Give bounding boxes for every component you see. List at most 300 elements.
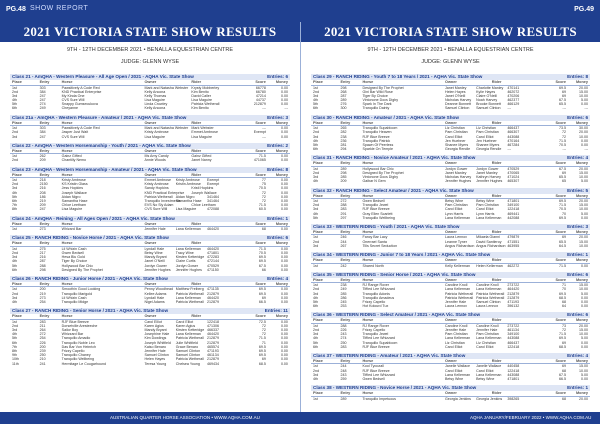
result-cell: 273 xyxy=(39,295,46,300)
result-cell: 70 xyxy=(561,287,566,292)
column-header: Score xyxy=(255,281,266,286)
column-header: Score xyxy=(255,80,266,84)
result-cell: Lil Whizin Cash xyxy=(61,295,87,300)
result-row xyxy=(311,179,590,183)
result-cell: Kristin Ambrose xyxy=(175,182,201,187)
result-cell: 285 xyxy=(340,175,347,180)
result-cell: 3rd xyxy=(313,207,319,212)
result-cell: 15.00 xyxy=(578,328,588,332)
result-cell: 66 xyxy=(261,267,266,272)
result-cell: Tiffied Lee Whizzard xyxy=(362,287,396,292)
result-cell: 20.00 xyxy=(578,85,588,90)
result-cell: Georgia Rendle xyxy=(445,147,471,152)
column-header: Owner xyxy=(445,318,457,323)
column-header: Entry xyxy=(39,241,50,246)
result-cell: 298 xyxy=(39,267,46,272)
result-cell: --- xyxy=(507,147,511,152)
column-header: Horse xyxy=(362,318,374,323)
result-row xyxy=(311,216,590,220)
result-cell: 69.5 xyxy=(258,291,266,296)
result-cell: 10.00 xyxy=(578,243,588,248)
result-cell: 0.00 xyxy=(580,377,588,381)
column-header: Money xyxy=(575,229,588,234)
column-header: Score xyxy=(555,358,566,363)
column-header: Rider xyxy=(191,241,202,246)
result-cell: 1st xyxy=(12,319,17,324)
result-cell: 469434 xyxy=(207,361,219,366)
result-cell: 2nd xyxy=(12,158,18,163)
result-cell: 1st xyxy=(313,126,318,131)
column-header: Money xyxy=(575,318,588,323)
column-header: Place xyxy=(313,161,323,166)
result-cell: 68 xyxy=(261,227,266,232)
result-cell: 264 xyxy=(39,328,46,332)
result-row xyxy=(311,244,590,248)
result-cell: Nicholas Harvey xyxy=(445,175,472,180)
result-cell: 5th xyxy=(12,102,17,107)
result-cell: 2nd xyxy=(12,130,18,135)
result-cell: 465574 xyxy=(207,344,219,349)
result-cell: Tranquillo Midge xyxy=(61,299,89,304)
class-entries: Entries: 6 xyxy=(267,235,288,241)
column-header: Entry xyxy=(340,258,351,262)
result-cell: Lana Kellerman xyxy=(445,287,471,292)
result-cell: 209 xyxy=(39,158,46,163)
result-cell: 466129 xyxy=(507,102,520,107)
page-number-right: PG.49 xyxy=(574,6,594,13)
result-cell: KS Kristin Glass xyxy=(61,182,88,187)
result-cell: Kellee Adams xyxy=(144,291,167,296)
result-cell: 1st xyxy=(12,85,17,90)
result-cell: 20.00 xyxy=(578,323,588,328)
result-cell: Whizard Bar xyxy=(61,227,82,232)
result-cell: --- xyxy=(562,106,566,111)
result-cell: 246 xyxy=(340,235,347,240)
result-cell: Kelly Ancona xyxy=(144,106,166,111)
result-cell: Kool Tyoozall xyxy=(362,364,384,369)
result-cell: 68.5 xyxy=(258,361,266,366)
result-cell: 3rd xyxy=(313,175,319,180)
result-cell: RJ Range Rover xyxy=(362,283,390,288)
result-cell: 71.5 xyxy=(558,263,566,268)
result-cell: 1st xyxy=(313,364,318,369)
result-cell: Kelly Thomas xyxy=(144,93,167,98)
result-cell: Lana Kellerman xyxy=(445,215,471,220)
result-cell: 219 xyxy=(39,199,46,203)
result-cell: Lyndall Hale xyxy=(144,246,165,251)
class-entries: Entries: 8 xyxy=(267,166,288,172)
result-cell: 4th xyxy=(12,98,17,103)
result-cell: Mandy Bryant xyxy=(144,255,167,260)
result-cell: 212879 xyxy=(207,299,219,304)
result-cell: 0.00 xyxy=(280,344,288,349)
result-cell: 65 xyxy=(561,179,566,184)
result-cell: 212879 xyxy=(207,340,219,345)
result-cell: 0.00 xyxy=(280,126,288,131)
left-page-title: 2021 VICTORIA STATE SHOW RESULTS xyxy=(0,22,300,42)
result-cell: --- xyxy=(562,147,566,152)
result-cell: 44737 xyxy=(255,98,266,103)
column-header: Owner xyxy=(445,277,457,282)
result-cell: 72 xyxy=(561,134,566,139)
result-cell: 65.5 xyxy=(558,239,566,244)
column-header: Horse xyxy=(362,120,374,125)
result-cell: 6th xyxy=(313,106,318,111)
result-cell: 443088 xyxy=(507,372,520,377)
result-cell: Chantilly Nemo xyxy=(61,158,87,163)
result-cell: Spawn Of Peerless xyxy=(362,142,394,147)
footer-right: AQHA JANUARY/FEBRUARY 2022 • WWW.AQHA.COM.AU xyxy=(470,415,592,420)
column-header: Score xyxy=(555,318,566,323)
result-cell: Whizzard Bar xyxy=(61,332,84,337)
result-cell: Mandy Bryant xyxy=(144,328,167,332)
result-cell: 3rd xyxy=(313,372,319,377)
result-cell: Lisa Maguire xyxy=(144,98,166,103)
column-header: Horse xyxy=(362,229,374,234)
result-cell: 4th xyxy=(12,190,17,195)
class-title: Class 35 - WESTERN RIDING - Senior Horse / 2021 - AQHA Vic. State Show xyxy=(313,271,476,277)
class-block xyxy=(10,143,290,163)
column-header: Rider xyxy=(491,258,502,262)
result-cell: 20.00 xyxy=(578,235,588,240)
result-cell: 6th xyxy=(12,267,17,272)
result-cell: 69 xyxy=(561,89,566,94)
result-cell: 440458 xyxy=(507,364,520,369)
result-cell: 5th xyxy=(313,142,318,147)
right-event-dates: 9TH - 12TH DECEMBER 2021 • BENALLA EQUESTRIAN CENTRE xyxy=(367,47,534,53)
result-cell: 15.00 xyxy=(578,89,588,94)
result-cell: Laura Lennox xyxy=(476,304,499,309)
result-cell: 283 xyxy=(340,344,347,349)
column-header: Entry xyxy=(39,172,50,177)
column-header: Place xyxy=(12,80,22,84)
result-cell: 209 xyxy=(39,203,46,208)
column-header: Rider xyxy=(191,281,202,286)
class-title: Class 23 - AmQHA - Western Horsemanship - Amateur / 2021 - AQHA Vic. State Show xyxy=(12,166,197,172)
result-cell: Tranquillo Chaney xyxy=(61,353,91,358)
class-title: Class 33 - WESTERN RIDING - Youth / 2021 - AQHA Vic. State Show xyxy=(313,223,460,229)
result-cell: Patricia Wetherall xyxy=(445,295,474,300)
class-entries: Entries: 6 xyxy=(567,114,588,120)
result-cell: 462272 xyxy=(507,263,520,268)
class-entries: Entries: 5 xyxy=(567,187,588,193)
result-cell: Gainz Gifted xyxy=(61,154,82,159)
result-cell: 259 xyxy=(340,377,347,381)
column-header: Entry xyxy=(340,358,351,363)
result-row xyxy=(311,397,590,401)
result-cell: Hermitage Le Cougarhound xyxy=(61,361,107,366)
result-cell: Exempt xyxy=(207,178,220,183)
result-cell: Smoothin Good Looking xyxy=(61,287,101,292)
result-cell: 70.5 xyxy=(558,142,566,147)
result-cell: 67.5 xyxy=(558,98,566,103)
result-cell: 469441 xyxy=(507,211,520,216)
column-header: Horse xyxy=(362,80,374,84)
result-cell: Carol Elliot xyxy=(175,319,194,324)
result-cell: 6th xyxy=(12,340,17,345)
result-cell: 471193 xyxy=(507,299,520,304)
result-cell: 66.5 xyxy=(558,377,566,381)
result-cell: Patricia Wetherall xyxy=(175,299,204,304)
result-cell: 5th xyxy=(12,263,17,268)
column-header: Rider xyxy=(491,193,502,198)
result-cell: 384 xyxy=(39,89,46,94)
result-cell: Deanne Bonnett xyxy=(445,102,471,107)
result-cell: --- xyxy=(284,106,288,111)
column-header: Money xyxy=(575,258,588,262)
result-cell: 0.00 xyxy=(280,134,288,139)
result-cell: 0.00 xyxy=(280,194,288,199)
class-title: Class 24 - AmQHA - Reining - All Ages Open / 2021 - AQHA Vic. State Show xyxy=(12,215,175,221)
result-cell: Jen Huebner xyxy=(445,138,466,143)
column-header: Place xyxy=(313,193,323,198)
column-header: Score xyxy=(555,80,566,84)
result-cell: Tiffied Lee Whizzard xyxy=(362,336,396,341)
result-cell: Carol Elliot xyxy=(445,134,463,139)
column-header: Rider xyxy=(191,314,202,319)
result-cell: Tills Secret Seduction xyxy=(362,243,398,248)
column-header: Entry xyxy=(340,193,351,198)
column-header: Entry xyxy=(39,314,50,319)
result-cell: 77 xyxy=(261,178,266,183)
result-cell: 20.00 xyxy=(578,166,588,171)
result-cell: Kirsten Ketteridge xyxy=(175,255,205,260)
result-cell: 249 xyxy=(340,287,347,292)
result-cell: 0.00 xyxy=(580,344,588,349)
result-cell: 66778 xyxy=(255,85,266,90)
result-cell: Jennifer Hughes xyxy=(476,179,503,184)
result-row xyxy=(10,106,290,110)
result-cell: 268 xyxy=(340,89,347,94)
result-cell: Jordyn Gower xyxy=(476,166,499,171)
result-cell: 247 xyxy=(39,98,46,103)
result-cell: Betsy Wine xyxy=(144,250,163,255)
result-cell: 212879 xyxy=(207,291,219,296)
result-cell: Mikaela Gianni xyxy=(476,235,500,240)
result-cell: 248 xyxy=(340,368,347,373)
result-cell: Emmet Ambrose xyxy=(191,130,218,135)
result-cell: 466437 xyxy=(507,340,520,345)
result-cell: 69.5 xyxy=(258,348,266,353)
result-cell: Lynn Harris xyxy=(445,211,464,216)
result-cell: Samantha Hase xyxy=(175,199,202,203)
result-cell: 461134 xyxy=(207,353,219,358)
result-cell: 4th xyxy=(12,299,17,304)
column-header: Horse xyxy=(362,161,374,166)
result-cell: 69.5 xyxy=(558,291,566,296)
result-cell: 283 xyxy=(340,207,347,212)
result-cell: Angus Richardson xyxy=(445,243,475,248)
result-row xyxy=(10,207,290,211)
class-entries: Entries: 11 xyxy=(264,308,288,314)
column-header: Place xyxy=(12,221,22,226)
column-header: Entry xyxy=(340,229,351,234)
result-cell: 4th xyxy=(313,138,318,143)
result-cell: 247 xyxy=(39,134,46,139)
result-cell: 0.00 xyxy=(280,182,288,187)
result-cell: 69 xyxy=(561,235,566,240)
result-cell: 68 xyxy=(561,299,566,304)
class-block xyxy=(10,308,290,366)
result-cell: Carol Elliot xyxy=(476,207,494,212)
result-cell: 47214 xyxy=(255,93,266,98)
result-cell: CVS Sure Will xyxy=(61,134,85,139)
column-header: Owner xyxy=(144,281,157,286)
result-cell: Vintonone Docs Digby xyxy=(362,98,398,103)
column-header: Score xyxy=(555,391,566,396)
result-cell: Gwen Bedsell xyxy=(61,250,84,255)
column-header: Money xyxy=(575,161,588,166)
result-cell: 275 xyxy=(39,246,46,251)
column-header: Entry xyxy=(340,161,351,166)
result-cell: Kristi Hopkins xyxy=(191,186,214,191)
result-cell: 465307 xyxy=(507,179,520,184)
class-title: Class 21 - AmQHA - Western Pleasure - All Age Open / 2021 - AQHA Vic. State Show xyxy=(12,74,194,79)
result-cell: 289 xyxy=(340,166,347,171)
result-cell: Penny Woodhead xyxy=(144,287,173,292)
class-entries: Entries: 4 xyxy=(567,155,588,161)
footer-bar xyxy=(0,412,600,424)
result-cell: 200 xyxy=(39,287,46,292)
column-header: Owner xyxy=(144,80,157,84)
result-cell: Lisa Maguire xyxy=(144,134,166,139)
result-cell: 6th xyxy=(313,344,318,349)
result-cell: Patricia Wetherall xyxy=(144,194,173,199)
result-cell: Kristy Ambrose xyxy=(144,182,169,187)
result-cell: 0.00 xyxy=(280,336,288,341)
result-cell: 4th xyxy=(313,377,318,381)
result-cell: 1st xyxy=(313,323,318,328)
left-judge: JUDGE: GLENN WYSE xyxy=(120,59,180,65)
result-cell: Gainz Gifted xyxy=(191,154,212,159)
column-header: Entry xyxy=(340,391,351,396)
result-cell: 1st xyxy=(313,263,318,268)
result-cell: 471150 xyxy=(207,267,219,272)
column-header: Money xyxy=(575,358,588,363)
class-block xyxy=(311,272,590,309)
result-cell: 274 xyxy=(340,336,347,341)
result-cell: Jennifer Hughes xyxy=(144,267,171,272)
result-cell: 30.00 xyxy=(578,126,588,131)
column-header: Entry xyxy=(340,277,351,282)
result-cell: Kristy Ambrose xyxy=(144,130,169,135)
result-cell: Tranquillo Heaven xyxy=(362,130,392,135)
column-header: Score xyxy=(255,314,266,319)
result-cell: Dorsetville Aresteeche xyxy=(61,323,98,328)
result-cell: KND Practical Enterprise xyxy=(61,89,102,94)
result-row xyxy=(10,158,290,162)
column-header: Money xyxy=(275,281,288,286)
result-cell: KND Practical Enterprise xyxy=(144,190,185,195)
result-cell: Kelly Ancona xyxy=(144,89,166,94)
result-cell: Annie Woods xyxy=(144,158,166,163)
result-cell: 2nd xyxy=(12,182,18,187)
result-cell: 9th xyxy=(12,353,17,358)
result-cell: 479879 xyxy=(507,235,520,240)
result-cell: Onerrael Santa xyxy=(362,239,387,244)
column-header: Owner xyxy=(144,314,157,319)
class-block xyxy=(311,115,590,152)
column-header: Rider xyxy=(491,318,502,323)
result-cell: 464420 xyxy=(507,287,520,292)
result-cell: Carol Elliot xyxy=(476,344,494,349)
result-cell: Pawsitively A Code Red xyxy=(61,126,100,131)
column-header: Horse xyxy=(61,148,73,153)
result-cell: 238 xyxy=(340,134,347,139)
column-header: Horse xyxy=(61,120,73,125)
result-cell: Lana Kellerman xyxy=(445,336,471,341)
result-cell: My Kinda One xyxy=(61,93,85,98)
result-cell: Kim Benito xyxy=(191,89,209,94)
class-block xyxy=(311,74,590,111)
column-header: Money xyxy=(275,314,288,319)
result-cell: 6th xyxy=(313,304,318,309)
result-cell: 471193 xyxy=(207,348,219,353)
result-cell: 4th xyxy=(313,179,318,184)
result-cell: Tranquillo Wellbeing xyxy=(61,357,95,362)
result-cell: 0.00 xyxy=(280,93,288,98)
result-cell: 5.00 xyxy=(580,336,588,341)
column-header: Horse xyxy=(61,241,73,246)
result-cell: --- xyxy=(262,126,266,131)
result-cell: 209 xyxy=(340,179,347,184)
class-title: Class 25 - RANCH RIDING - Novice Horse / 2021 - AQHA Vic. State Show xyxy=(12,235,169,241)
result-cell: Tranquillo Supabloom xyxy=(362,340,398,345)
result-cell: 5th xyxy=(12,336,17,341)
result-cell: 384 xyxy=(39,130,46,135)
result-cell: 5.00 xyxy=(580,291,588,296)
result-cell: 0.00 xyxy=(280,85,288,90)
result-cell: 226 xyxy=(39,340,46,345)
result-cell: 0.00 xyxy=(280,102,288,107)
result-cell: 3rd xyxy=(12,186,18,191)
result-cell: Pam Christian xyxy=(445,332,468,337)
column-header: Entry xyxy=(39,80,50,84)
column-header: Rider xyxy=(191,120,202,125)
result-cell: 0.00 xyxy=(280,267,288,272)
result-cell: Betsy Wine xyxy=(445,377,464,381)
result-cell: 71.5 xyxy=(558,203,566,208)
result-cell: 254 xyxy=(39,336,46,341)
column-header: Place xyxy=(313,120,323,125)
column-header: Rider xyxy=(191,148,202,153)
result-cell: 3rd xyxy=(313,134,319,139)
column-header: Place xyxy=(313,391,323,396)
column-header: Owner xyxy=(445,258,457,262)
result-cell: 464420 xyxy=(207,246,219,251)
result-cell: 298 xyxy=(340,170,347,175)
result-cell: Gwen Bedsell xyxy=(362,377,385,381)
result-cell: Samuel Clinton xyxy=(476,106,501,111)
result-cell: 72 xyxy=(261,199,266,203)
result-cell: 67.5 xyxy=(258,263,266,268)
result-cell: 287 xyxy=(340,93,347,98)
result-cell: Jennifer Hughes xyxy=(175,267,202,272)
left-results xyxy=(0,66,300,366)
column-header: Horse xyxy=(362,358,374,363)
class-title: Class 36 - WESTERN RIDING - Select Amateur / 2021 - AQHA Vic. State Show xyxy=(313,312,481,318)
result-cell: 472283 xyxy=(207,255,219,260)
result-cell: Janet Manley xyxy=(476,170,498,175)
result-cell: Shanee Myers xyxy=(445,142,469,147)
column-header: Entry xyxy=(39,148,50,153)
result-cell: Lisa Maguire xyxy=(191,98,212,103)
result-cell: 5th xyxy=(313,340,318,345)
class-entries: Entries: 1 xyxy=(267,215,288,221)
result-cell: 11th xyxy=(12,361,19,366)
result-cell: Linda Crowley xyxy=(144,102,168,107)
result-cell: 71 xyxy=(561,283,566,288)
